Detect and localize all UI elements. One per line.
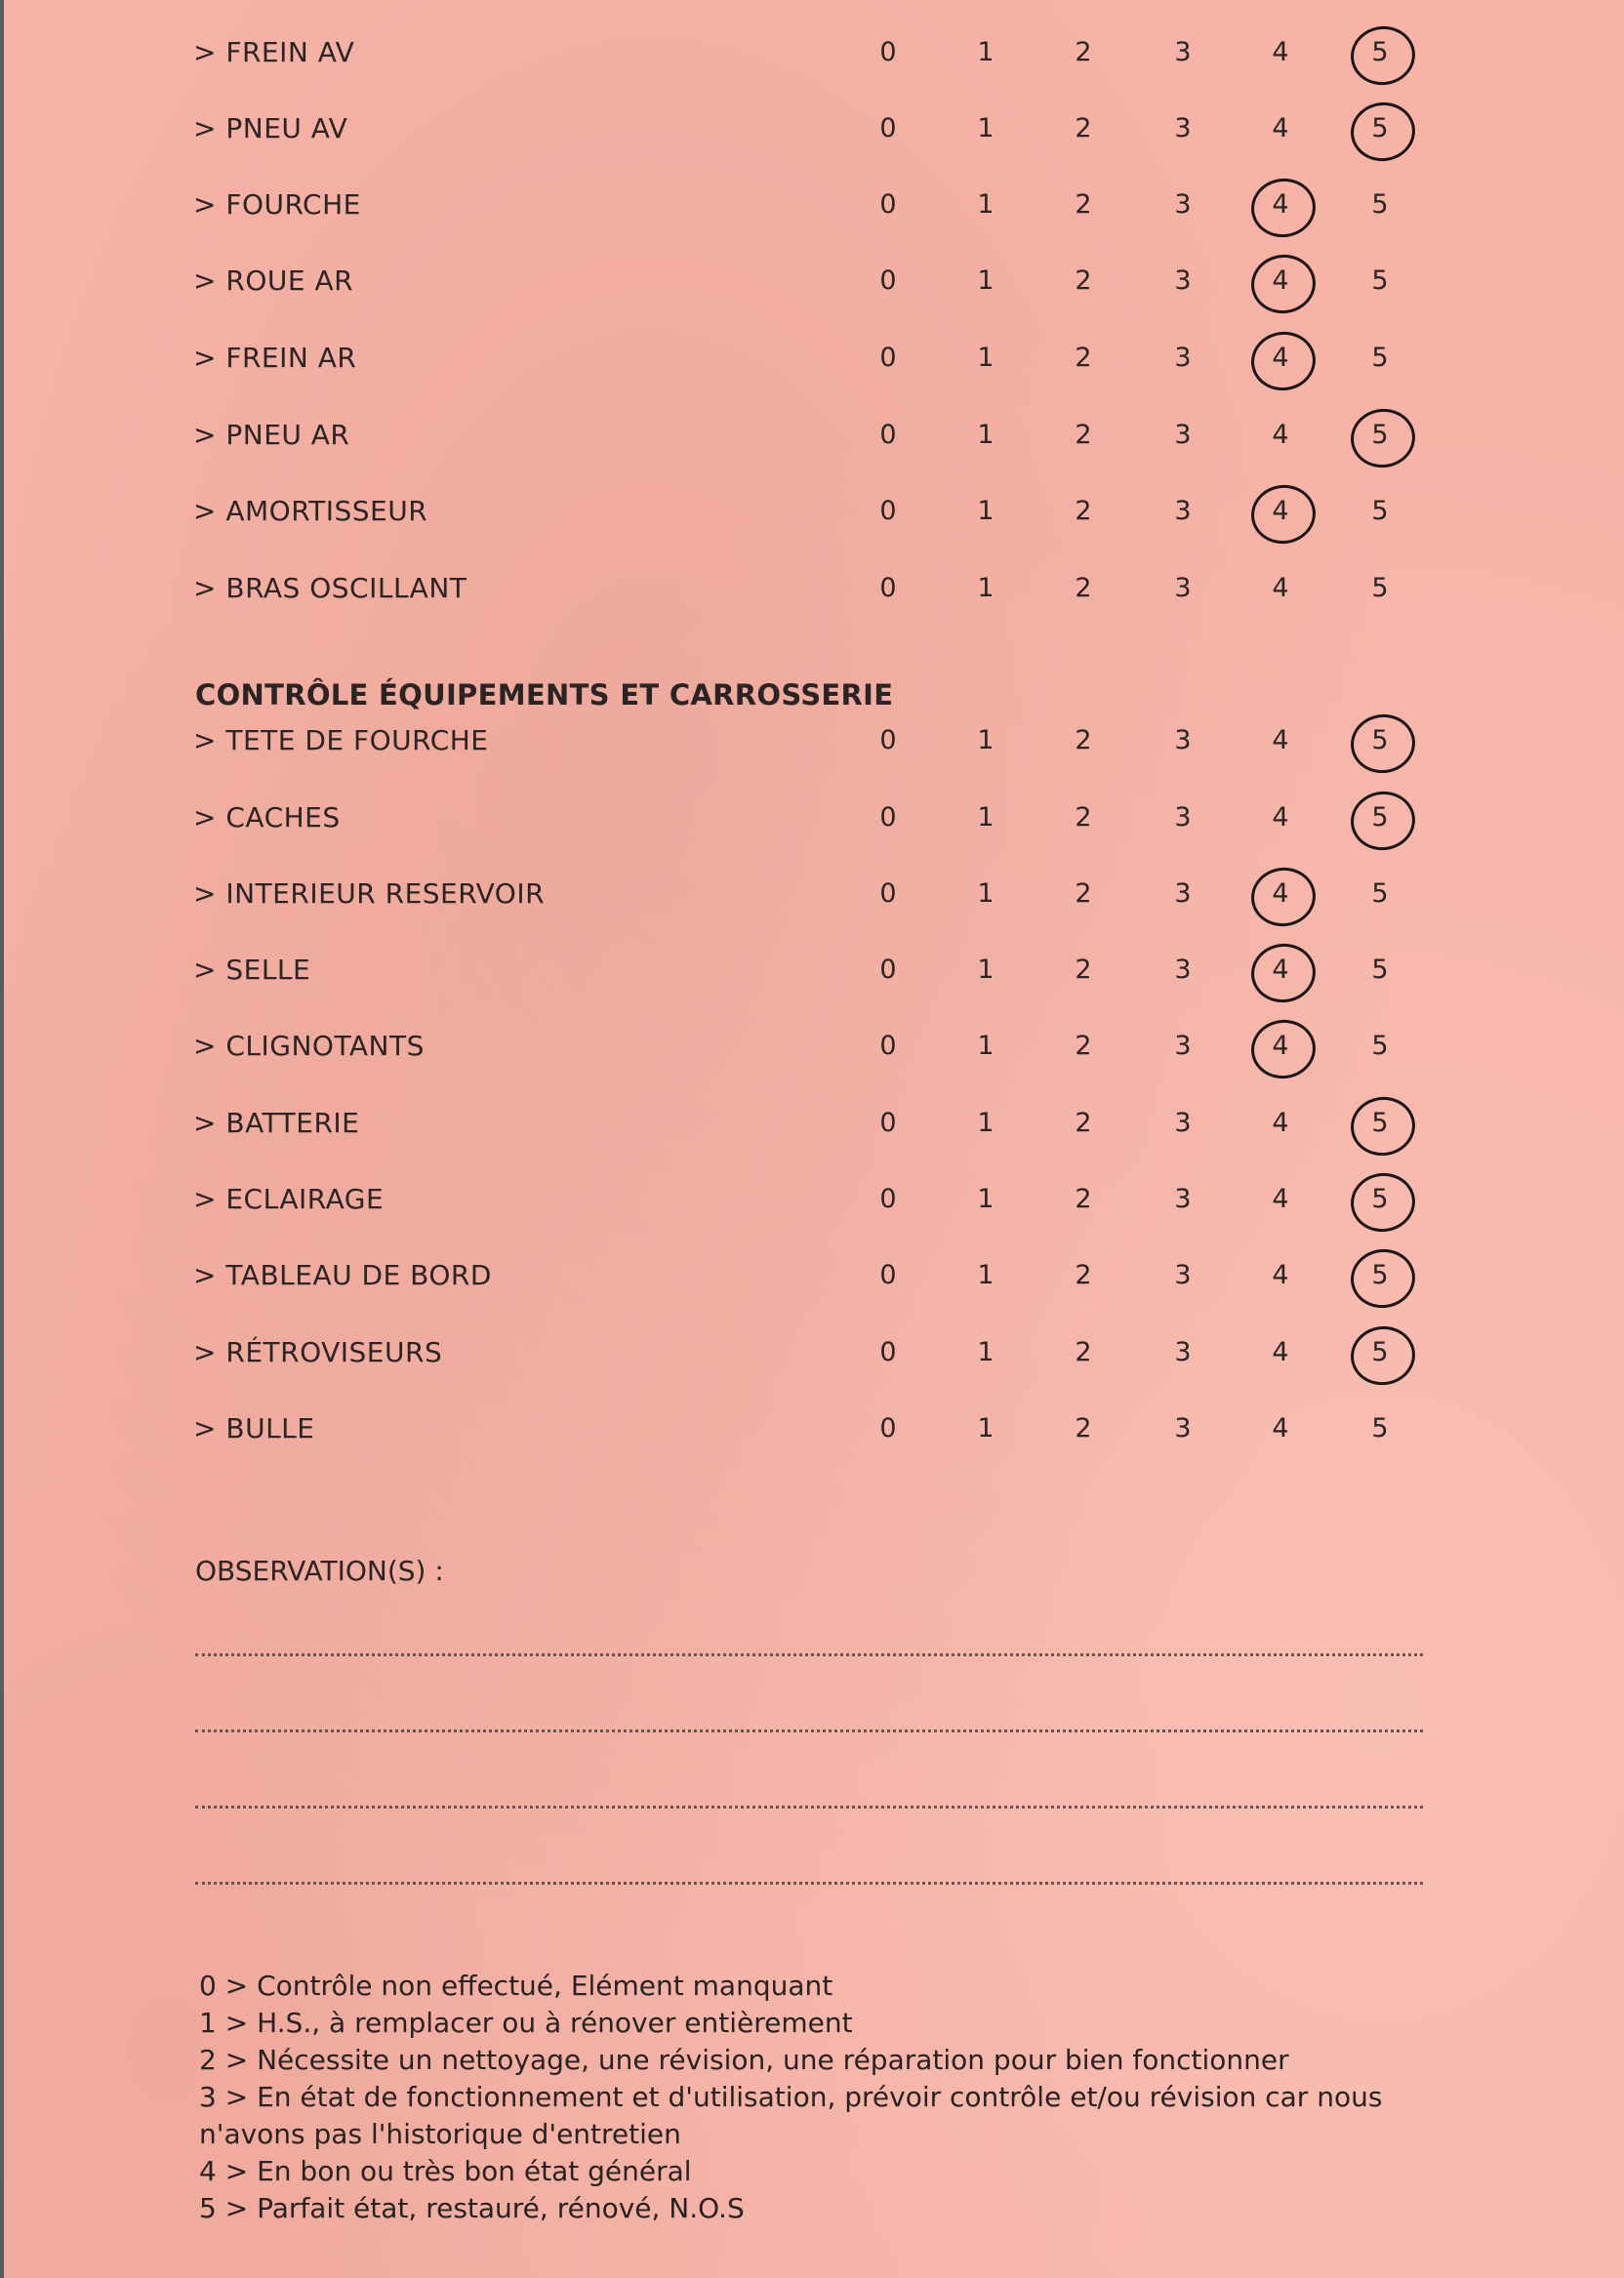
score-option[interactable]: 4 [1272, 1337, 1289, 1367]
inspection-row [4, 789, 1624, 847]
score-option[interactable]: 2 [1075, 496, 1092, 526]
item-label: > CACHES [193, 801, 341, 834]
score-option[interactable]: 3 [1174, 1184, 1192, 1214]
score-option-circled[interactable]: 4 [1251, 252, 1310, 310]
score-option[interactable]: 1 [977, 878, 995, 909]
item-label: > BATTERIE [193, 1107, 360, 1139]
score-option[interactable]: 0 [879, 265, 897, 296]
score-option[interactable]: 0 [879, 496, 897, 526]
score-option[interactable]: 4 [1272, 725, 1289, 755]
score-option-circled[interactable]: 5 [1351, 100, 1409, 158]
score-option-circled[interactable]: 4 [1251, 941, 1310, 999]
score-option[interactable]: 0 [879, 725, 897, 755]
item-label: > TABLEAU DE BORD [193, 1259, 492, 1291]
score-option[interactable]: 0 [879, 1413, 897, 1444]
inspection-row [4, 100, 1624, 158]
inspection-row [4, 1017, 1624, 1076]
score-option[interactable]: 0 [879, 573, 897, 603]
score-option[interactable]: 2 [1075, 1337, 1092, 1367]
score-option[interactable]: 1 [977, 802, 995, 833]
legend-line: 3 > En état de fonctionnement et d'utilisation, prévoir contrôle et/ou révision car nous [199, 2081, 1383, 2113]
inspection-sheet [4, 0, 1624, 2278]
score-option[interactable]: 0 [879, 113, 897, 143]
score-option[interactable]: 3 [1174, 878, 1192, 909]
score-option[interactable]: 2 [1075, 1413, 1092, 1444]
item-label: > ROUE AR [193, 264, 354, 297]
item-label: > SELLE [193, 954, 311, 986]
score-option[interactable]: 3 [1174, 1413, 1192, 1444]
item-label: > PNEU AR [193, 419, 350, 451]
score-option[interactable]: 0 [879, 189, 897, 220]
legend-line: 1 > H.S., à remplacer ou à rénover entièrement [199, 2007, 853, 2039]
legend-line: 5 > Parfait état, restauré, rénové, N.O.S [199, 2192, 745, 2224]
observation-line[interactable] [195, 1882, 1423, 1885]
score-option[interactable]: 2 [1075, 1031, 1092, 1061]
score-option[interactable]: 3 [1174, 1108, 1192, 1138]
score-option[interactable]: 3 [1174, 1337, 1192, 1367]
inspection-row [4, 482, 1624, 541]
score-option[interactable]: 1 [977, 1031, 995, 1061]
score-option-circled[interactable]: 4 [1251, 329, 1310, 387]
score-option[interactable]: 0 [879, 1260, 897, 1290]
score-option[interactable]: 4 [1272, 420, 1289, 450]
legend-line: 2 > Nécessite un nettoyage, une révision, une réparation pour bien fonctionner [199, 2044, 1289, 2076]
score-option-circled[interactable]: 5 [1351, 1094, 1409, 1153]
inspection-row [4, 329, 1624, 387]
score-option[interactable]: 5 [1371, 1413, 1389, 1444]
score-option[interactable]: 5 [1371, 265, 1389, 296]
score-option-circled[interactable]: 5 [1351, 712, 1409, 770]
score-option[interactable]: 1 [977, 1108, 995, 1138]
score-option[interactable]: 0 [879, 37, 897, 67]
score-option[interactable]: 5 [1371, 496, 1389, 526]
inspection-row [4, 1170, 1624, 1229]
inspection-row [4, 1094, 1624, 1153]
score-option[interactable]: 3 [1174, 1031, 1192, 1061]
score-option[interactable]: 3 [1174, 189, 1192, 220]
score-option[interactable]: 5 [1371, 955, 1389, 985]
observations-label: OBSERVATION(S) : [195, 1555, 444, 1587]
item-label: > BRAS OSCILLANT [193, 572, 467, 604]
inspection-row [4, 941, 1624, 999]
score-option[interactable]: 1 [977, 496, 995, 526]
legend-line: 0 > Contrôle non effectué, Elément manquant [199, 1970, 833, 2002]
score-option[interactable]: 2 [1075, 113, 1092, 143]
observation-line[interactable] [195, 1806, 1423, 1809]
inspection-row [4, 712, 1624, 770]
inspection-row [4, 406, 1624, 465]
observation-line[interactable] [195, 1729, 1423, 1732]
score-option[interactable]: 1 [977, 189, 995, 220]
item-label: > FREIN AV [193, 36, 355, 68]
score-option[interactable]: 1 [977, 955, 995, 985]
inspection-row [4, 252, 1624, 310]
score-option-circled[interactable]: 5 [1351, 406, 1409, 465]
score-option[interactable]: 5 [1371, 343, 1389, 373]
score-option[interactable]: 4 [1272, 802, 1289, 833]
inspection-row [4, 1246, 1624, 1305]
score-option[interactable]: 0 [879, 878, 897, 909]
score-option[interactable]: 0 [879, 955, 897, 985]
score-option[interactable]: 2 [1075, 573, 1092, 603]
score-option[interactable]: 1 [977, 265, 995, 296]
score-option[interactable]: 2 [1075, 189, 1092, 220]
score-option[interactable]: 2 [1075, 955, 1092, 985]
item-label: > BULLE [193, 1412, 315, 1444]
score-option[interactable]: 3 [1174, 955, 1192, 985]
inspection-row [4, 176, 1624, 234]
score-option[interactable]: 5 [1371, 1031, 1389, 1061]
score-option[interactable]: 3 [1174, 343, 1192, 373]
score-option[interactable]: 2 [1075, 265, 1092, 296]
score-option[interactable]: 2 [1075, 343, 1092, 373]
section-title: CONTRÔLE ÉQUIPEMENTS ET CARROSSERIE [195, 678, 894, 712]
item-label: > PNEU AV [193, 112, 348, 144]
item-label: > AMORTISSEUR [193, 495, 428, 527]
inspection-row [4, 1323, 1624, 1382]
score-option[interactable]: 1 [977, 1184, 995, 1214]
item-label: > CLIGNOTANTS [193, 1030, 425, 1062]
score-option[interactable]: 0 [879, 1031, 897, 1061]
score-option[interactable]: 2 [1075, 802, 1092, 833]
item-label: > TETE DE FOURCHE [193, 724, 489, 756]
score-option[interactable]: 3 [1174, 802, 1192, 833]
score-option[interactable]: 4 [1272, 1413, 1289, 1444]
score-option[interactable]: 4 [1272, 573, 1289, 603]
score-option[interactable]: 1 [977, 420, 995, 450]
score-option[interactable]: 1 [977, 573, 995, 603]
inspection-row [4, 1400, 1624, 1458]
score-option[interactable]: 1 [977, 1260, 995, 1290]
item-label: > ECLAIRAGE [193, 1183, 385, 1215]
score-option-circled[interactable]: 5 [1351, 23, 1409, 82]
score-option[interactable]: 2 [1075, 878, 1092, 909]
score-option[interactable]: 2 [1075, 420, 1092, 450]
inspection-row [4, 23, 1624, 82]
item-label: > FREIN AR [193, 342, 357, 374]
score-option-circled[interactable]: 4 [1251, 176, 1310, 234]
score-option-circled[interactable]: 4 [1251, 865, 1310, 923]
score-option-circled[interactable]: 5 [1351, 1246, 1409, 1305]
score-option[interactable]: 4 [1272, 113, 1289, 143]
score-option[interactable]: 0 [879, 1108, 897, 1138]
score-option[interactable]: 3 [1174, 1260, 1192, 1290]
score-option-circled[interactable]: 5 [1351, 789, 1409, 847]
inspection-row [4, 865, 1624, 923]
score-option[interactable]: 0 [879, 802, 897, 833]
score-option[interactable]: 2 [1075, 725, 1092, 755]
score-option[interactable]: 2 [1075, 1108, 1092, 1138]
score-option[interactable]: 4 [1272, 1260, 1289, 1290]
score-option[interactable]: 0 [879, 1337, 897, 1367]
score-option[interactable]: 5 [1371, 573, 1389, 603]
score-option[interactable]: 1 [977, 1337, 995, 1367]
observation-line[interactable] [195, 1653, 1423, 1656]
item-label: > INTERIEUR RESERVOIR [193, 877, 546, 910]
score-option[interactable]: 1 [977, 725, 995, 755]
score-option[interactable]: 0 [879, 420, 897, 450]
legend [199, 1968, 1468, 2227]
score-option[interactable]: 1 [977, 37, 995, 67]
legend-line: n'avons pas l'historique d'entretien [199, 2118, 681, 2150]
score-option[interactable]: 4 [1272, 37, 1289, 67]
score-option[interactable]: 3 [1174, 420, 1192, 450]
score-option[interactable]: 4 [1272, 1184, 1289, 1214]
score-option[interactable]: 0 [879, 1184, 897, 1214]
score-option[interactable]: 3 [1174, 725, 1192, 755]
item-label: > FOURCHE [193, 188, 361, 221]
score-option[interactable]: 3 [1174, 265, 1192, 296]
score-option[interactable]: 5 [1371, 878, 1389, 909]
score-option[interactable]: 1 [977, 343, 995, 373]
score-option[interactable]: 3 [1174, 496, 1192, 526]
score-option[interactable]: 4 [1272, 1108, 1289, 1138]
score-option[interactable]: 0 [879, 343, 897, 373]
score-option-circled[interactable]: 4 [1251, 482, 1310, 541]
score-option-circled[interactable]: 4 [1251, 1017, 1310, 1076]
score-option[interactable]: 1 [977, 1413, 995, 1444]
score-option[interactable]: 2 [1075, 1260, 1092, 1290]
score-option[interactable]: 3 [1174, 113, 1192, 143]
score-option[interactable]: 2 [1075, 1184, 1092, 1214]
score-option[interactable]: 2 [1075, 37, 1092, 67]
inspection-row [4, 559, 1624, 618]
score-option[interactable]: 3 [1174, 573, 1192, 603]
score-option[interactable]: 5 [1371, 189, 1389, 220]
item-label: > RÉTROVISEURS [193, 1336, 443, 1368]
score-option[interactable]: 1 [977, 113, 995, 143]
score-option[interactable]: 3 [1174, 37, 1192, 67]
score-option-circled[interactable]: 5 [1351, 1170, 1409, 1229]
score-option-circled[interactable]: 5 [1351, 1323, 1409, 1382]
legend-line: 4 > En bon ou très bon état général [199, 2155, 692, 2187]
